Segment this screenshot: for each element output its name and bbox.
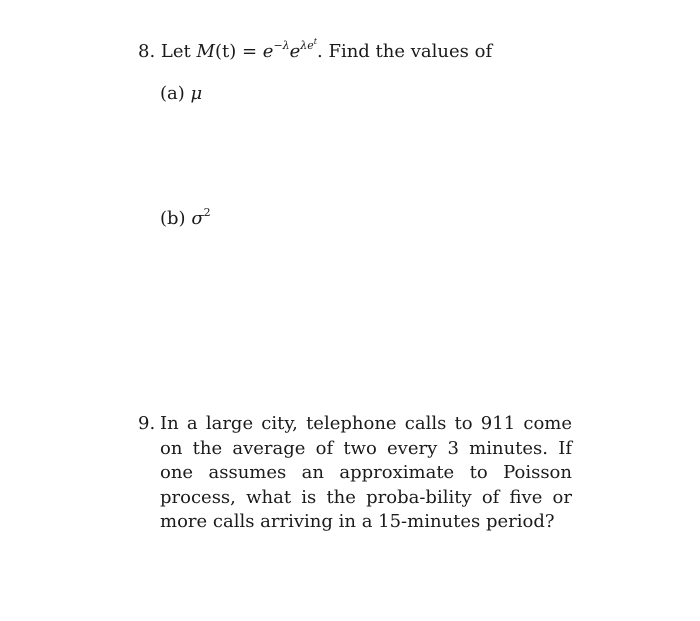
mgf-function-name: M (196, 41, 215, 62)
mgf-argument: (t) (214, 41, 237, 62)
exp-base-2: e (289, 41, 301, 62)
exp-base-1: e (262, 41, 274, 62)
question-8b-line (160, 207, 211, 233)
question-8a-line (160, 82, 202, 106)
question-8-number: 8. (138, 41, 156, 62)
question-8-lead: Let (160, 41, 191, 62)
question-9-number: 9. (138, 413, 156, 434)
question-9-text: In a large city, telephone calls to 911 come on the average of two every 3 minutes. If one assumes an approximate to Poisson process, what is the proba-bility of five or more calls arriving in a 15-minutes period? (160, 413, 572, 532)
exponent-2: λet (300, 37, 318, 52)
question-8a-label: (a) (160, 83, 185, 104)
question-8b-label: (b) (160, 208, 186, 229)
mu-symbol: μ (190, 83, 203, 104)
exponent-1: −λ (273, 39, 290, 52)
exponent-2-t: t (313, 37, 318, 46)
question-8-line (138, 37, 493, 67)
equals-sign: = (241, 41, 258, 62)
sigma-symbol: σ (191, 208, 204, 229)
question-8-tail: . Find the values of (317, 41, 493, 62)
sigma-power: 2 (203, 206, 211, 219)
